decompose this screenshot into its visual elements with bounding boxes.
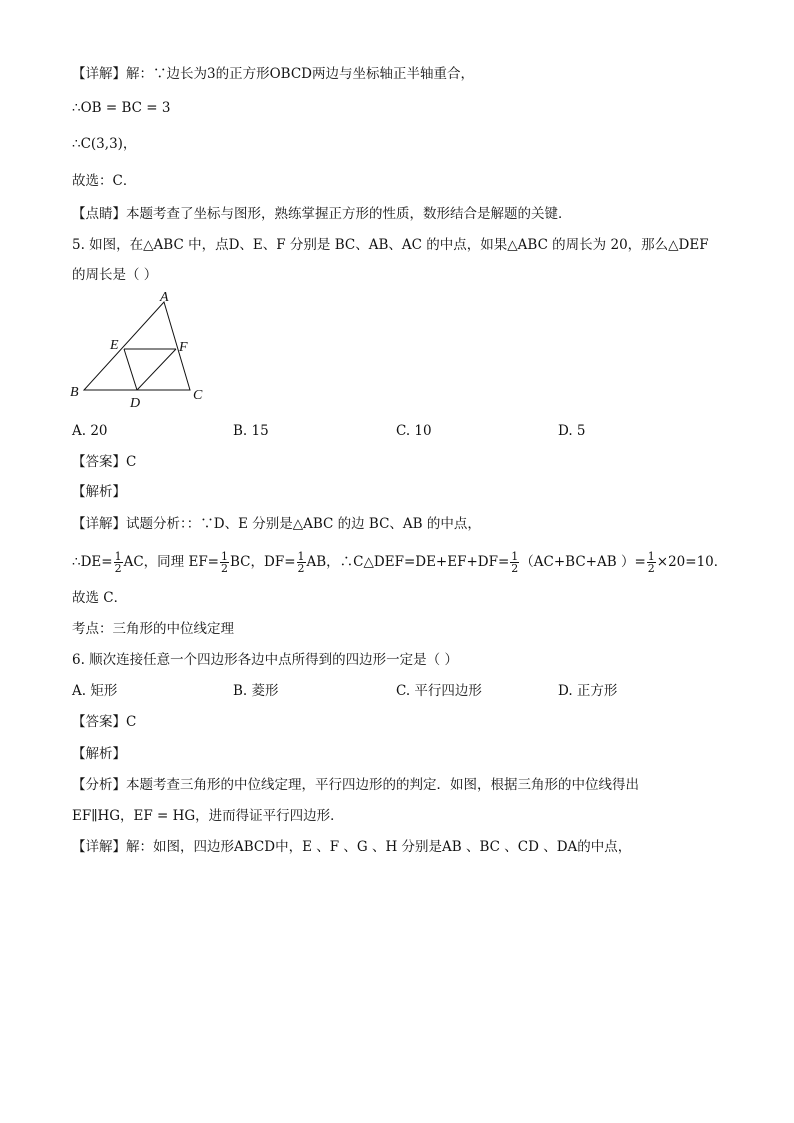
q6-option-d: D. 正方形	[558, 683, 618, 699]
triangle-diagram	[64, 292, 214, 412]
q5-option-c: C. 10	[396, 423, 432, 439]
q5-sum-text: （AC+BC+AB ）=	[520, 554, 646, 570]
q4-choose: 故选：C．	[72, 173, 137, 189]
q6-analysis-line1: 【分析】本题考查三角形的中位线定理，平行四边形的的判定．如图，根据三角形的中位线得出	[72, 777, 639, 793]
q6-analysis-heading: 【解析】	[72, 746, 126, 762]
label-c: C	[193, 388, 203, 403]
fraction-half: $\frac{1}{2}$	[114, 550, 122, 575]
q5-df-text: BC，DF=	[230, 554, 296, 570]
fraction-half: $\frac{1}{2}$	[511, 550, 519, 575]
q5-choose: 故选 C．	[72, 590, 128, 606]
q4-point-c: ∴C(3,3)，	[72, 136, 137, 152]
q5-option-b: B. 15	[233, 423, 269, 439]
triangle-figure	[64, 292, 214, 412]
triangle-abc	[84, 302, 190, 390]
q6-stem: 6. 顺次连接任意一个四边形各边中点所得到的四边形一定是（ ）	[72, 652, 458, 668]
label-e: E	[110, 338, 119, 353]
q5-option-d: D. 5	[558, 423, 586, 439]
q5-detail-line1: 【详解】试题分析：：∵D、E 分别是△ABC 的边 BC、AB 的中点，	[72, 516, 481, 532]
q5-stem-line2: 的周长是（ ）	[72, 267, 158, 283]
q5-option-a: A. 20	[72, 423, 108, 439]
q6-option-b: B. 菱形	[233, 683, 279, 699]
q6-detail: 【详解】解：如图，四边形ABCD中，E 、F 、G 、H 分别是AB 、BC 、CD 、DA的中点，	[72, 839, 632, 855]
q5-analysis-heading: 【解析】	[72, 484, 126, 500]
label-f: F	[179, 340, 188, 355]
q5-perimeter-text: AB，∴C△DEF=DE+EF+DF=	[306, 554, 510, 570]
label-a: A	[160, 292, 169, 305]
q5-de-text: ∴DE=	[72, 554, 113, 570]
q4-detail-line: 【详解】解：∵边长为3的正方形OBCD两边与坐标轴正半轴重合，	[72, 66, 474, 82]
segment-fd	[137, 349, 176, 390]
segment-ed	[124, 349, 137, 390]
fraction-half: $\frac{1}{2}$	[647, 550, 655, 575]
q6-answer: 【答案】C	[72, 714, 137, 730]
label-b: B	[70, 385, 79, 400]
q5-result-text: ×20=10．	[656, 554, 728, 570]
q4-remark: 【点睛】本题考查了坐标与图形，熟练掌握正方形的性质，数形结合是解题的关键．	[72, 206, 572, 222]
q5-ef-text: AC，同理 EF=	[123, 554, 219, 570]
q6-analysis-line2: EF∥HG，EF = HG，进而得证平行四边形．	[72, 808, 344, 824]
q5-knowledge-point: 考点：三角形的中位线定理	[72, 621, 234, 637]
label-d: D	[130, 396, 141, 411]
fraction-half: $\frac{1}{2}$	[221, 550, 228, 575]
q6-option-a: A. 矩形	[72, 683, 118, 699]
q6-option-c: C. 平行四边形	[396, 683, 482, 699]
q5-answer: 【答案】C	[72, 454, 137, 470]
q4-ob-bc: ∴OB = BC = 3	[72, 100, 171, 116]
q5-detail-line2	[72, 548, 727, 576]
fraction-half: $\frac{1}{2}$	[297, 550, 305, 575]
q5-stem-line1: 5. 如图，在△ABC 中，点D、E、F 分别是 BC、AB、AC 的中点，如果△ABC 的周长为 20，那么△DEF	[72, 237, 709, 253]
